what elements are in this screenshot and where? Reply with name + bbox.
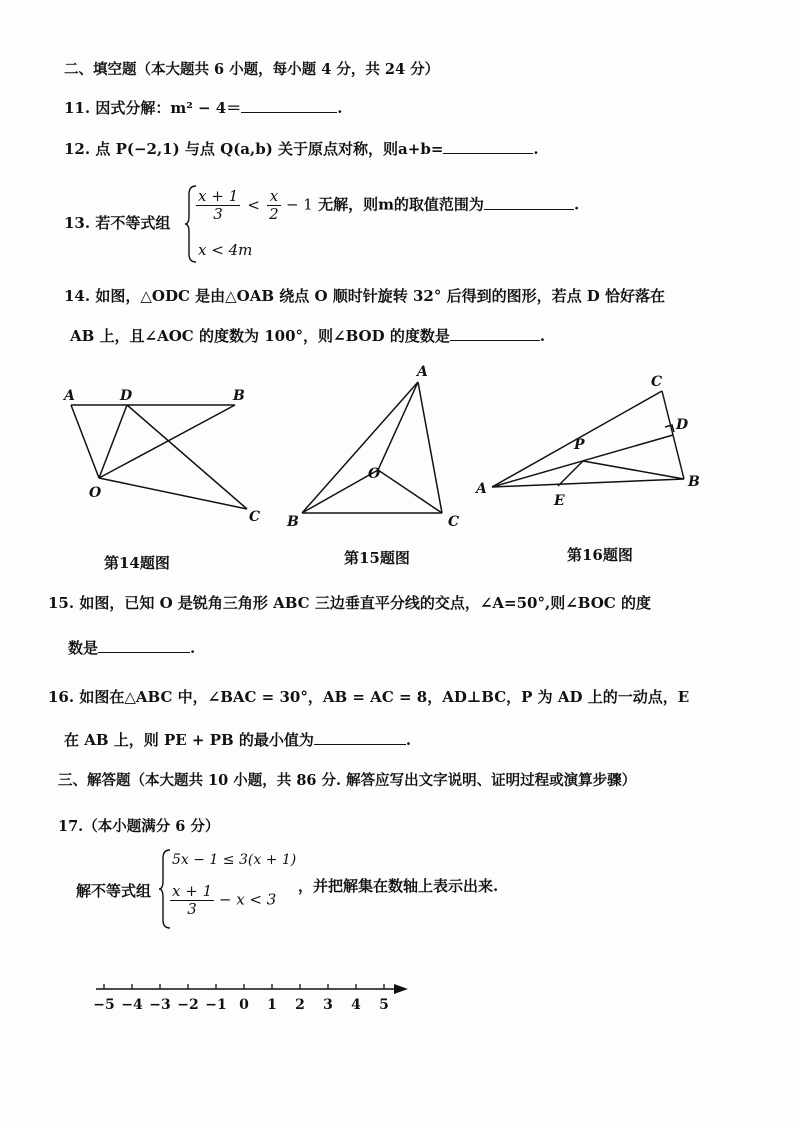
answer-blank[interactable] xyxy=(484,195,574,210)
minus-one: − 1 xyxy=(285,195,313,214)
number-line-tick-label: −1 xyxy=(205,997,227,1013)
fig14-label-o: O xyxy=(89,485,102,501)
fraction-2: $\frac{x}{2}$ xyxy=(269,187,279,223)
question-end: . xyxy=(533,140,539,158)
question-11 xyxy=(64,97,342,118)
fig16-label-d: D xyxy=(676,417,689,433)
question-text: 如图，△ODC 是由△OAB 绕点 O 顺时针旋转 32° 后得到的图形，若点 D 恰好落在 xyxy=(95,287,666,305)
answer-blank[interactable] xyxy=(241,98,337,113)
fig15-label-b: B xyxy=(287,514,299,530)
figure-14 xyxy=(55,375,275,535)
q17-suffix: ，并把解集在数轴上表示出来. xyxy=(298,877,499,895)
number-line-tick-label: 2 xyxy=(295,997,305,1013)
fig14-label-d: D xyxy=(120,388,133,404)
question-end: . xyxy=(190,639,196,657)
question-number: 15. xyxy=(48,594,75,612)
number-line-tick-label: 3 xyxy=(323,997,333,1013)
question-end: . xyxy=(539,327,546,345)
q17-prefix: 解不等式组 xyxy=(76,882,152,900)
figure-15-caption: 第15题图 xyxy=(344,549,410,567)
question-end: . xyxy=(405,731,412,749)
number-line-tick-label: −3 xyxy=(149,997,171,1013)
less-than-sign: < xyxy=(247,195,260,214)
number-line xyxy=(88,975,418,1025)
question-15-line-2 xyxy=(68,637,195,658)
q13-suffix: 无解，则m的取值范围为 xyxy=(318,195,484,214)
question-number: 12. xyxy=(64,140,91,158)
question-end: . xyxy=(573,195,580,214)
number-line-tick-label: −5 xyxy=(93,997,115,1013)
question-17-header: 17.（本小题满分 6 分） xyxy=(58,818,220,835)
question-text: 因式分解：m² − 4＝ xyxy=(95,99,242,117)
question-number: 16. xyxy=(48,688,75,706)
question-16-line-1 xyxy=(48,686,689,707)
fig14-label-b: B xyxy=(233,388,245,404)
q13-inequality-1 xyxy=(196,188,579,223)
figure-16-caption: 第16题图 xyxy=(567,546,633,564)
figure-15 xyxy=(280,360,480,535)
answer-blank[interactable] xyxy=(443,139,533,154)
figure-16 xyxy=(470,365,710,515)
question-text: 如图在△ABC 中，∠BAC = 30°，AB = AC = 8，AD⊥BC，P 为 AD 上的一动点，E xyxy=(79,688,690,706)
question-text: 数是 xyxy=(68,639,99,657)
answer-blank[interactable] xyxy=(98,638,190,653)
question-text: 点 P(−2,1) 与点 Q(a,b) 关于原点对称，则a+b= xyxy=(95,140,444,158)
question-12 xyxy=(64,138,539,159)
question-text: 如图，已知 O 是锐角三角形 ABC 三边垂直平分线的交点，∠A=50°,则∠BOC 的度 xyxy=(79,594,651,612)
fraction: $\frac{x + 1}{3}$ xyxy=(172,882,213,918)
answer-blank[interactable] xyxy=(314,730,406,745)
question-13 xyxy=(64,212,170,233)
number-line-tick-label: −2 xyxy=(177,997,199,1013)
section-2-title: 二、填空题（本大题共 6 小题，每小题 4 分，共 24 分） xyxy=(64,61,440,78)
fig15-label-o: O xyxy=(368,466,381,482)
question-number: 13. xyxy=(64,214,91,232)
fig14-label-c: C xyxy=(249,509,261,525)
question-text: AB 上，且∠AOC 的度数为 100°，则∠BOD 的度数是 xyxy=(70,327,450,345)
fig16-label-b: B xyxy=(688,474,700,490)
fig15-label-c: C xyxy=(448,514,460,530)
fraction-1: $\frac{x + 1}{3}$ xyxy=(198,187,239,223)
question-14-line-1 xyxy=(64,285,665,306)
question-15-line-1 xyxy=(48,592,651,613)
fig16-label-e: E xyxy=(554,493,565,509)
number-line-tick-label: 1 xyxy=(267,997,277,1013)
fig16-label-a: A xyxy=(476,481,487,497)
question-number: 11. xyxy=(64,99,91,117)
question-text: 在 AB 上，则 PE + PB 的最小值为 xyxy=(64,731,314,749)
section-3-title: 三、解答题（本大题共 10 小题，共 86 分. 解答应写出文字说明、证明过程或演算步骤） xyxy=(58,772,637,789)
question-number: 14. xyxy=(64,287,91,305)
fig15-label-a: A xyxy=(417,364,428,380)
fig16-label-p: P xyxy=(574,437,585,453)
question-14-line-2 xyxy=(70,325,545,346)
fig16-label-c: C xyxy=(651,374,663,390)
number-line-tick-label: 4 xyxy=(351,997,361,1013)
fig14-label-a: A xyxy=(64,388,75,404)
figure-14-caption: 第14题图 xyxy=(104,554,170,572)
number-line-tick-label: −4 xyxy=(121,997,143,1013)
q13-inequality-2: x < 4m xyxy=(198,241,253,259)
q17-inequality-rest: − x < 3 xyxy=(218,890,277,909)
arrow-icon xyxy=(394,984,408,994)
number-line-tick-label: 5 xyxy=(379,997,389,1013)
q17-inequality-2 xyxy=(170,883,276,918)
question-16-line-2 xyxy=(64,729,411,750)
number-line-tick-label: 0 xyxy=(239,997,249,1013)
question-prefix: 若不等式组 xyxy=(95,214,171,232)
question-end: . xyxy=(337,99,343,117)
q17-inequality-1: 5x − 1 ≤ 3(x + 1) xyxy=(172,852,297,868)
answer-blank[interactable] xyxy=(450,326,540,341)
